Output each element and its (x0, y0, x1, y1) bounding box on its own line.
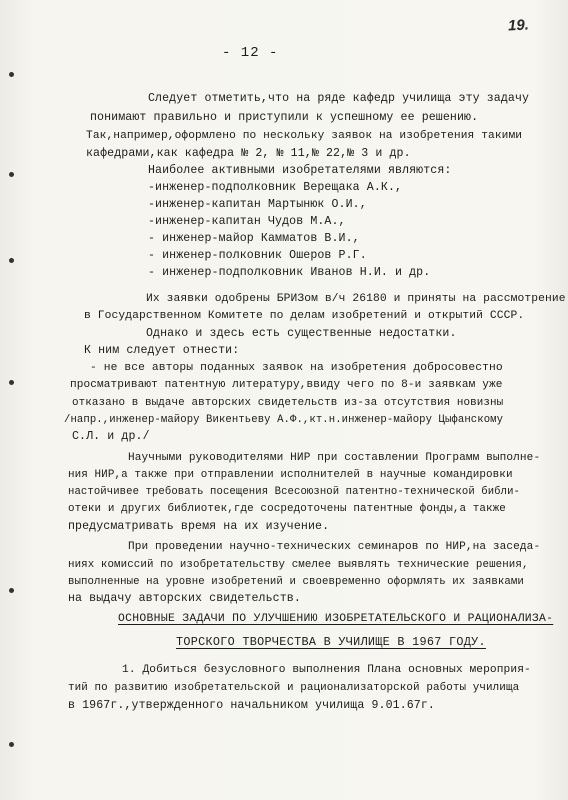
list-item: -инженер-капитан Чудов М.А., (148, 215, 346, 228)
text-line: /напр.,инженер-майору Викентьеву А.Ф.,кт.н.инженер-майору Цыфанскому (64, 414, 504, 426)
list-item: -инженер-капитан Мартынюк О.И., (148, 198, 367, 211)
text-line: предусматривать время на их изучение. (68, 520, 330, 533)
punch-hole-mark (9, 172, 14, 177)
text-line: Научными руководителями НИР при составлении Программ выполне- (128, 452, 541, 464)
text-line: кафедрами,как кафедра № 2, № 11,№ 22,№ 3 и др. (86, 147, 411, 160)
text-line: Наиболее активными изобретателями являются: (148, 164, 452, 177)
text-line: Следует отметить,что на ряде кафедр училища эту задачу (148, 92, 530, 105)
text-line: настойчивее требовать посещения Всесоюзной патентно-технической библи- (68, 486, 521, 498)
text-line: С.Л. и др./ (72, 430, 150, 443)
punch-hole-mark (9, 742, 14, 747)
punch-hole-mark (9, 258, 14, 263)
text-line: Однако и здесь есть существенные недостатки. (146, 327, 457, 340)
text-line: понимают правильно и приступили к успешному ее решению. (90, 111, 479, 124)
text-line: отеки и других библиотек,где сосредоточены патентные фонды,а также (68, 503, 506, 515)
text-line: При проведении научно-технических семинаров по НИР,на заседа- (128, 541, 541, 553)
text-line: Их заявки одобрены БРИЗом в/ч 26180 и приняты на рассмотрение (146, 293, 566, 305)
list-item: - инженер-полковник Ошеров Р.Г. (148, 249, 367, 262)
text-line: на выдачу авторских свидетельств. (68, 592, 301, 605)
text-line: ниях комиссий по изобретательству смелее выявлять технические решения, (68, 559, 529, 571)
text-line: Так,например,оформлено по нескольку заявок на изобретения такими (86, 130, 523, 142)
text-line: тий по развитию изобретательской и рационализаторской работы училища (68, 682, 520, 694)
text-line: отказано в выдаче авторских свидетельств из-за отсутствия новизны (72, 397, 504, 409)
text-line: просматривают патентную литературу,ввиду чего по 8-и заявкам уже (70, 379, 503, 391)
text-line: - не все авторы поданных заявок на изобретения добросовестно (90, 362, 503, 374)
archive-folio-number: 19. (507, 16, 530, 35)
page-number: - 12 - (222, 45, 279, 61)
text-line: ния НИР,а также при отправлении исполнителей в научные командировки (68, 469, 513, 481)
text-line: К ним следует отнести: (84, 344, 240, 357)
text-line: 1. Добиться безусловного выполнения Плана основных мероприя- (122, 664, 531, 676)
section-heading-line: ОСНОВНЫЕ ЗАДАЧИ ПО УЛУЧШЕНИЮ ИЗОБРЕТАТЕЛЬСКОГО И РАЦИОНАЛИЗА- (118, 613, 554, 625)
list-item: - инженер-подполковник Иванов Н.И. и др. (148, 266, 431, 279)
punch-hole-mark (9, 588, 14, 593)
punch-hole-mark (9, 72, 14, 77)
text-line: в 1967г.,утвержденного начальником училища 9.01.67г. (68, 699, 435, 712)
list-item: - инженер-майор Камматов В.И., (148, 232, 360, 245)
text-line: выполненные на уровне изобретений и своевременно оформлять их заявками (68, 576, 524, 588)
section-heading-line: ТОРСКОГО ТВОРЧЕСТВА В УЧИЛИЩЕ В 1967 ГОДУ. (176, 635, 486, 649)
punch-hole-mark (9, 380, 14, 385)
text-line: в Государственном Комитете по делам изобретений и открытий СССР. (84, 310, 525, 322)
list-item: -инженер-подполковник Верещака А.К., (148, 181, 403, 194)
